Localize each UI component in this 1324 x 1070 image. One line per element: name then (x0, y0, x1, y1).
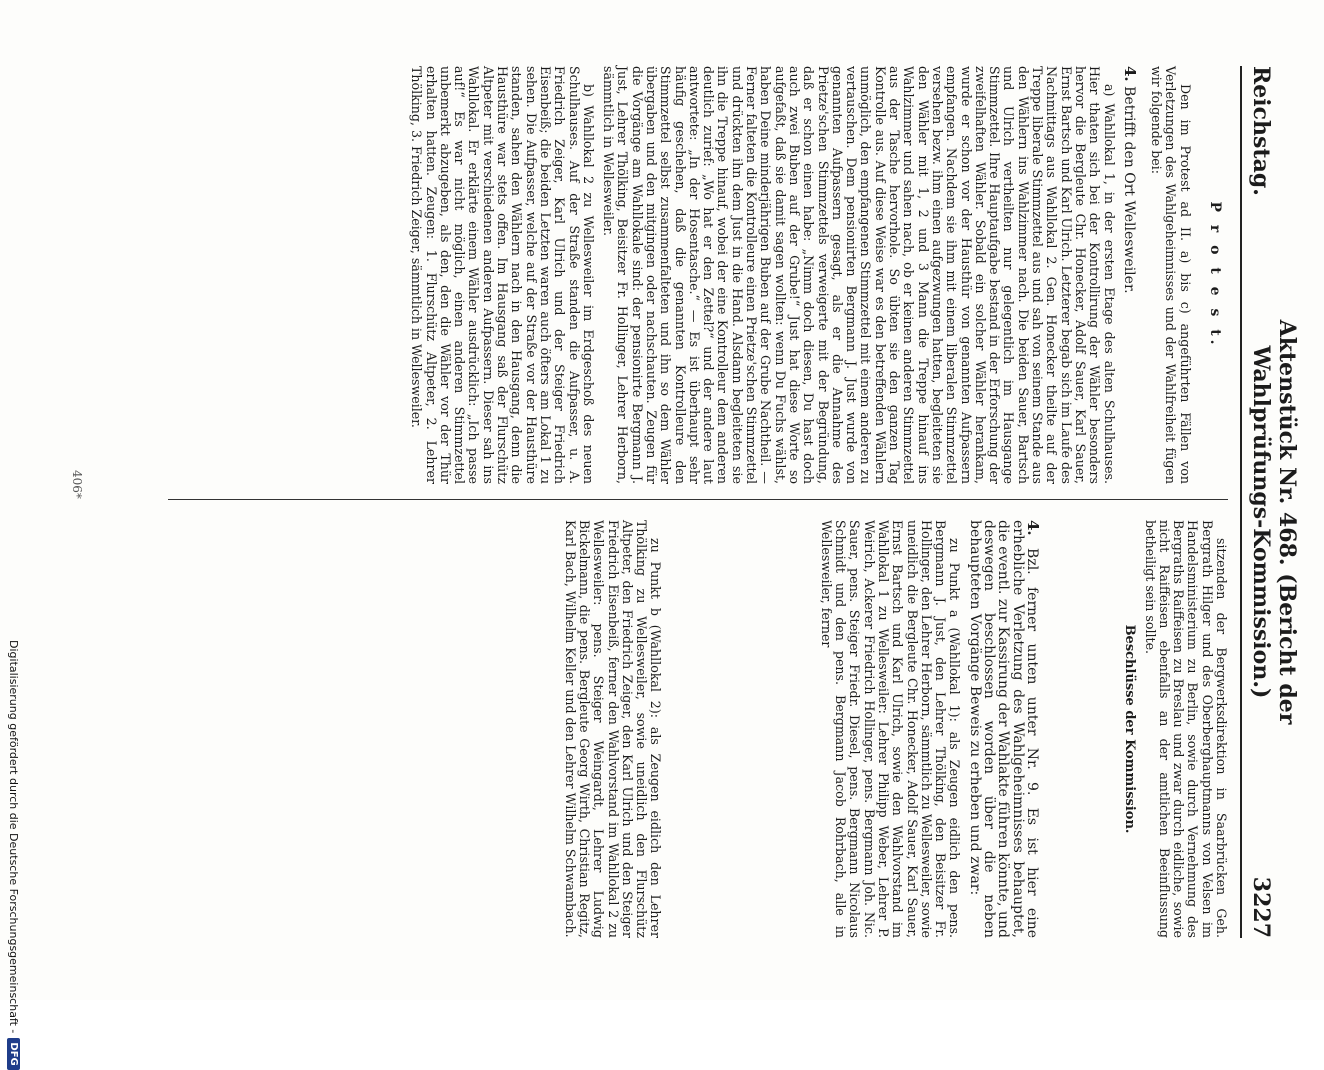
protest-heading: P r o t e s t. (1207, 201, 1223, 349)
paragraph-a: a) Wahllokal 1, in der ersten Etage des alten Schulhauses. Hier thaten sich bei der Kontrollirung der Wähler besonders hervor die Bergleute Chr. Honecker, Adolf Sauer, Karl Sauer, Ernst Bartsch und Karl Ulrich. Letzterer begab sich im Laufe des Nachmittags aus Wahllokal 2. Gen. Honecker theilte auf der Treppe liberale Stimmzettel aus und sah von seinem Stande aus den Wählern ins Wahlzimmer nach. Die beiden Sauer, Bartsch und Ulrich vertheilten nur gelegentlich im Hausgange Stimmzettel. Ihre Hauptaufgabe bestand in der Erforschung der zweifelhaften Wähler. Sobald ein solcher Wähler herankam, wurde er schon vor der Hausthür von genannten Aufpassern empfangen. Nachdem sie ihm mit einem liberalen Stimmzettel versehen bezw. ihm einen aufgezwungen hatten, begleiteten sie den Wähler mit 1, 2 und 3 Mann die Treppe hinauf ins Wahlzimmer und sahen nach, ob er keinen anderen Stimmzettel aus der Tasche hervorhole. So übten sie den ganzen Tag Kontrolle aus. Auf diese Weise war es den betreffenden Wählern unmöglich, den empfangenen Stimmzettel mit einem anderen zu vertauschen. Dem pensionirten Bergmann J. Just wurde von genannten Aufpassern gesagt, als er die Annahme des Prietze'schen Stimmzettels verweigerte mit der Begründung, daß er schon einen habe: „Nimm doch diesen, Du hast doch auch zwei Buben auf der Grube!“ Just hat diese Worte so aufgefaßt, daß sie damit sagen wollten: wenn Du Fuchs wählst, haben Deine minderjährigen Buben auf der Grube Nachtheil. — Ferner falteten die Kontrolleure einen Prietze'schen Stimmzettel und drückten ihn dem Just in die Hand. Alsdann begleiteten sie ihn die Treppe hinauf, wobei der eine Kontrolleur dem anderen deutlich zurief: „Wo hat er den Zettel?“ und der andere laut antwortete: „In der Hosentasche.“ — Es ist überhaupt sehr häufig geschehen, daß die genannten Kontrolleure den Stimmzettel selbst zusammenfalteten und ihn so dem Wähler übergaben und den mitgingen oder nachschauten. Zeugen für die Vorgänge am Wahllokale sind: der pensionirte Bergmann J. Just, Lehrer Thölking, Beisitzer Fr. Hollinger, Lehrer Herborn, sämmtlich in Wellesweiler. (601, 66, 1117, 484)
column-divider (168, 499, 1228, 500)
dfg-logo: DFG (7, 1038, 20, 1069)
section-4-number-right: 4. (1023, 520, 1042, 536)
point-b-decision: zu Punkt b (Wahllokal 2): als Zeugen eidlich den Lehrer Thölking zu Wellesweiler, sowie uneidlich den Flurschütz Altpeter, den Friedrich Zeiger, den Karl Ulrich und den Steiger Friedrich Eisenbeiß, ferner den Wahlvorstand im Wahllokal 2 zu Wellesweiler: pens. Steiger Weingardt, Lehrer Ludwig Bickelmann, die pens. Bergleute Georg Wirth, Christian Regitz, Karl Bach, Wilhelm Keller und den Lehrer Wilhelm Schwambach. (562, 520, 664, 938)
section-4-title-left (1122, 66, 1137, 484)
point-a-decision: zu Punkt a (Wahllokal 1): als Zeugen eidlich den pens. Bergmann J. Just, den Lehrer Thölking, den Beisitzer Fr. Hollinger, den Lehrer Herborn, sämmtlich zu Wellesweiler, sowie uneidlich die Bergleute Chr. Honecker, Adolf Sauer, Karl Sauer, Ernst Bartsch und Karl Ulrich, sowie den Wahlvorstand im Wahllokal 1 zu Wellesweiler: Lehrer Philipp Weber, Lehrer P. Weirich, Ackerer Friedrich Hollinger, pens. Bergmann Joh. Nic. Sauer, pens. Steiger Friedr. Diesel, pens. Bergmann Nicolaus Schmidt und den pens. Bergmann Jacob Rohrbach, alle in Wellesweiler, ferner (818, 520, 963, 938)
section-4-title: Betrifft den Ort Wellesweiler. (1120, 86, 1137, 294)
protest-intro: Den im Protest ad II. a) bis c) angeführten Fällen von Verletzungen des Wahlgeheimnisses und der Wahlfreiheit fügen wir folgende bei: (1149, 66, 1193, 484)
page-header (1240, 66, 1300, 938)
right-column (556, 520, 1228, 938)
digitization-note (7, 640, 20, 1070)
continuation-text: sitzenden der Bergwerksdirektion in Saarbrücken Geh. Bergrath Hilger und des Oberberghauptmanns von Velsen im Handelsministerium zu Berlin, sowie durch Vernehmung des Bergraths Raiffeisen zu Breslau und zwar durch eidliche, sowie nicht Raiffeisen ebenfalls an der amtlichen Beeinflussung betheiligt sein sollte. (1142, 520, 1229, 938)
section-4-heading-right (966, 520, 1042, 938)
paragraph-b: b) Wahllokal 2 zu Wellesweiler im Erdgeschoß des neuen Schulhauses. Auf der Straße standen die Aufpasser, u. A. Friedrich Zeiger, Karl Ulrich und der Steiger Friedrich Eisenbeiß; die beiden Letzten waren auch öfters am Lokal 1 zu sehen. Die Aufpasser, welche auf der Straße vor der Hausthüre standen, sahen den Wählern nach in den Hausgang, denn die Hausthüre war stets offen. Im Hausgang saß der Flurschütz Altpeter mit verschiedenen anderen Aufpassern. Dieser sah ins Wahllokal. Er erklärte einem Wähler ausdrücklich: „Ich passe auf!“ Es war nicht möglich, einen anderen Stimmzettel unbemerkt abzugeben, als den, den die Wähler vor der Thür erhalten hatten. Zeugen: 1. Flurschütz Altpeter, 2. Lehrer Thölking, 3. Friedrich Zeiger, sämmtlich in Wellesweiler. (409, 66, 596, 484)
spacer (662, 520, 812, 938)
header-reichstag: Reichstag. (1248, 66, 1274, 196)
signature-mark: 406* (70, 470, 84, 499)
section-4-text: Bzl. ferner unten unter Nr. 9. Es ist hier eine erhebliche Verletzung des Wahlgeheimnisses behauptet, die eventl. zur Kassirung der Wahlakte führen könnte, und deswegen beschlossen worden über die neben behaupteten Vorgänge Beweis zu erheben und zwar: (966, 520, 1040, 938)
left-column (403, 66, 1228, 484)
commission-heading: Beschlüsse der Kommission. (1122, 624, 1138, 834)
page-number: 3227 (1248, 876, 1274, 938)
section-4-number: 4. (1120, 66, 1139, 82)
digitization-text: Digitalisierung gefördert durch die Deutsche Forschungsgemeinschaft - (7, 640, 20, 1034)
header-title: Aktenstück Nr. 468. (Bericht der Wahlprüfungs-Kommission.) (1248, 319, 1300, 725)
spacer (1052, 520, 1106, 938)
